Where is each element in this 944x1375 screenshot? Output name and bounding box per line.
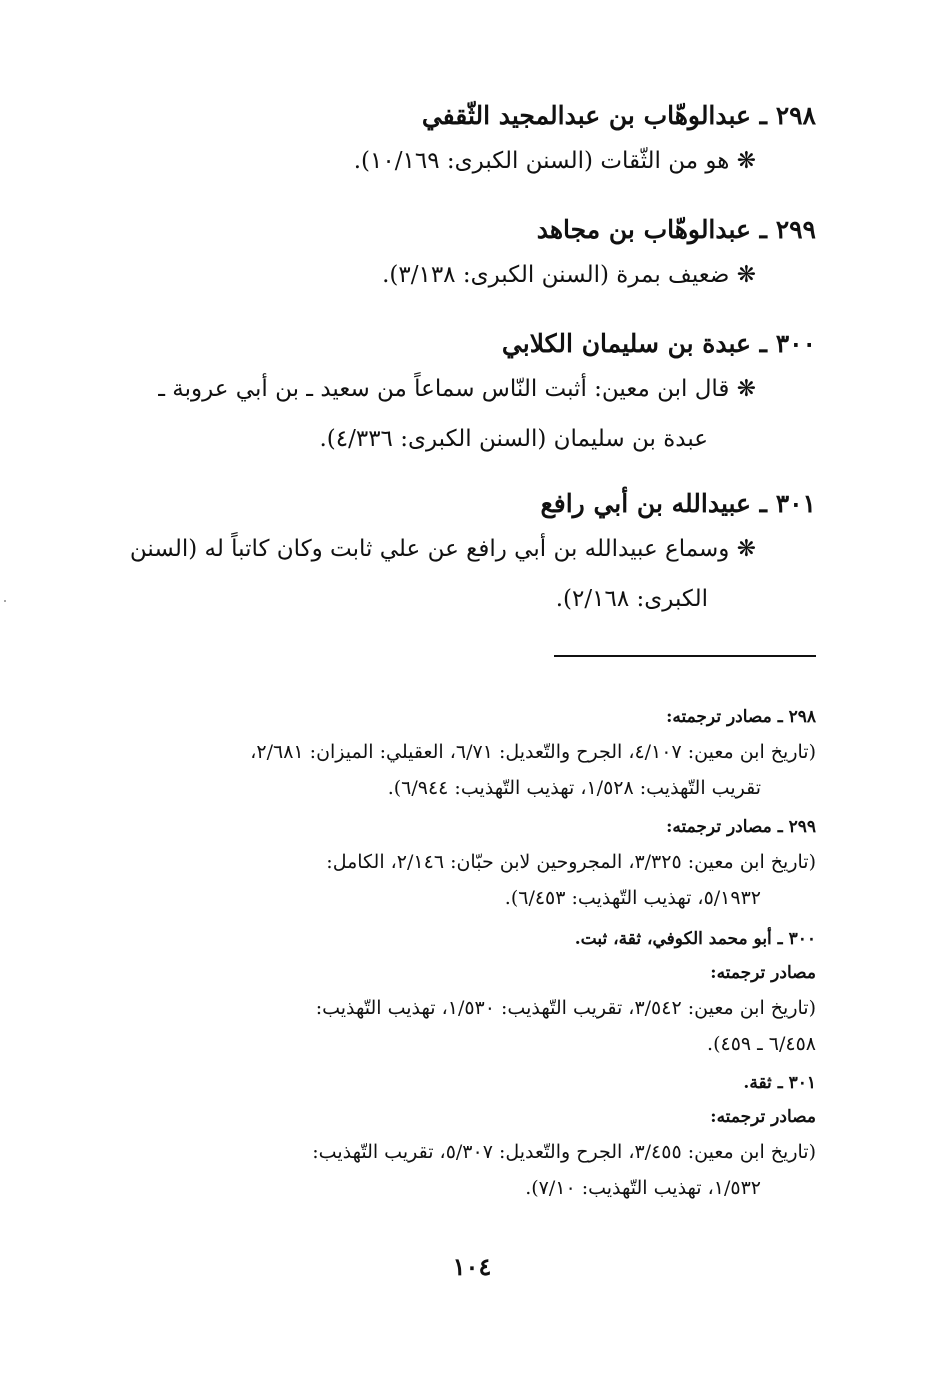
footnote-line: (تاريخ ابن معين: ٣/٤٥٥، الجرح والتّعديل: ٥/٣٠٧، تقريب التّهذيب: — [312, 1141, 816, 1163]
entry-line: ❋ قال ابن معين: أثبت النّاس سماعاً من سعيد ـ بن أبي عروبة ـ — [158, 376, 756, 402]
entry-body — [116, 364, 816, 464]
entry-heading: ٣٠٠ ـ عبدة بن سليمان الكلابي — [501, 329, 816, 358]
entry-line: ❋ وسماع عبيدالله بن أبي رافع عن علي ثابت وكان كاتباً له (السنن — [129, 536, 756, 562]
page-number: ١٠٤ — [452, 1252, 492, 1281]
entry-line: عبدة بن سليمان (السنن الكبرى: ٤/٣٣٦). — [319, 426, 708, 452]
footnote-subheading: مصادر ترجمته: — [710, 963, 816, 983]
footnote-heading: ٣٠١ ـ ثقة. — [743, 1073, 816, 1093]
footnote-300 — [126, 922, 816, 1062]
entry-line: ❋ ضعيف بمرة (السنن الكبرى: ٣/١٣٨). — [382, 262, 756, 288]
entry-body — [116, 524, 816, 624]
footnote-subheading: مصادر ترجمته: — [710, 1107, 816, 1127]
entry-body — [116, 136, 816, 186]
entry-heading: ٣٠١ ـ عبيدالله بن أبي رافع — [540, 489, 816, 518]
entry-301 — [116, 484, 816, 624]
footnote-301 — [126, 1066, 816, 1206]
footnote-line: ١/٥٣٢، تهذيب التّهذيب: ٧/١٠). — [525, 1177, 761, 1199]
scan-speck — [4, 600, 6, 602]
footnote-line: ٦/٤٥٨ ـ ٤٥٩). — [707, 1033, 816, 1055]
footnote-divider — [554, 655, 816, 657]
entry-body — [116, 250, 816, 300]
entry-heading: ٢٩٩ ـ عبدالوهّاب بن مجاهد — [536, 215, 816, 244]
footnote-line: (تاريخ ابن معين: ٤/١٠٧، الجرح والتّعديل: ٦/٧١، العقيلي: الميزان: ٢/٦٨١، — [250, 741, 816, 763]
footnote-298 — [126, 700, 816, 806]
entry-299 — [116, 210, 816, 300]
entry-line: الكبرى: ٢/١٦٨). — [555, 586, 708, 612]
footnote-line: (تاريخ ابن معين: ٣/٣٢٥، المجروحين لابن حبّان: ٢/١٤٦، الكامل: — [326, 851, 816, 873]
entry-300 — [116, 324, 816, 464]
footnote-heading: ٢٩٩ ـ مصادر ترجمته: — [666, 817, 816, 837]
footnote-line: ٥/١٩٣٢، تهذيب التّهذيب: ٦/٤٥٣). — [504, 887, 761, 909]
footnote-heading: ٣٠٠ ـ أبو محمد الكوفي، ثقة، ثبت. — [574, 929, 816, 949]
footnote-line: تقريب التّهذيب: ١/٥٢٨، تهذيب التّهذيب: ٦/٩٤٤). — [387, 777, 761, 799]
entry-298 — [116, 96, 816, 186]
entry-line: ❋ هو من الثّقات (السنن الكبرى: ١٠/١٦٩). — [353, 148, 756, 174]
footnote-299 — [126, 810, 816, 916]
footnote-heading: ٢٩٨ ـ مصادر ترجمته: — [666, 707, 816, 727]
entry-heading: ٢٩٨ ـ عبدالوهّاب بن عبدالمجيد الثّقفي — [421, 101, 816, 130]
footnote-line: (تاريخ ابن معين: ٣/٥٤٢، تقريب التّهذيب: ١/٥٣٠، تهذيب التّهذيب: — [315, 997, 816, 1019]
